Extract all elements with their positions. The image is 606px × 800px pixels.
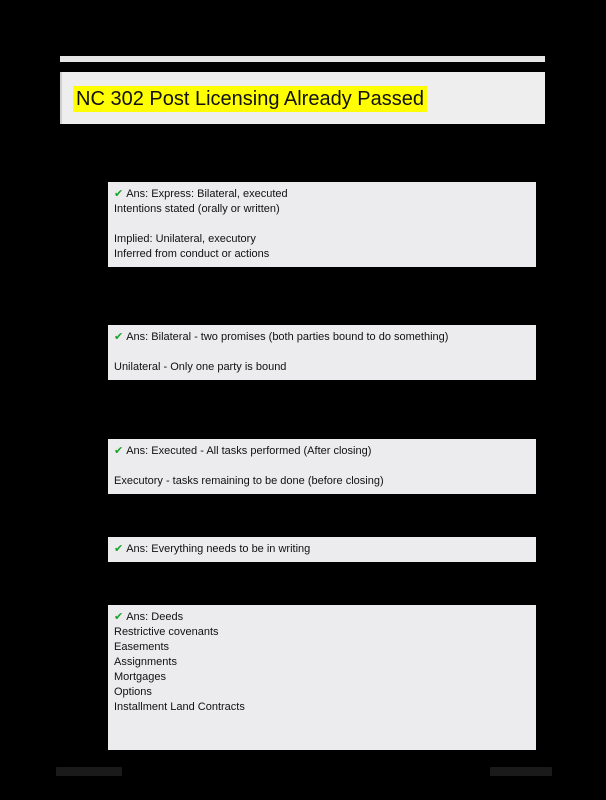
- answer-line: Implied: Unilateral, executory: [114, 233, 256, 245]
- title-box: [60, 72, 545, 124]
- answer-box-3: [108, 439, 536, 494]
- checkmark-icon: ✔: [114, 444, 124, 457]
- answer-line: Installment Land Contracts: [114, 701, 245, 713]
- answer-box-2: [108, 325, 536, 380]
- answer-line: Easements: [114, 641, 170, 653]
- answer-line: [114, 345, 530, 360]
- page-title: NC 302 Post Licensing Already Passed: [73, 86, 427, 112]
- answer-line: Unilateral - Only one party is bound: [114, 361, 287, 373]
- checkmark-icon: ✔: [114, 187, 124, 200]
- answer-line: ✔ Ans: Express: Bilateral, executed: [114, 187, 288, 200]
- answer-line: ✔ Ans: Deeds: [114, 610, 184, 623]
- answer-line: Assignments: [114, 656, 177, 668]
- answer-line: ✔ Ans: Bilateral - two promises (both parties bound to do something): [114, 330, 449, 343]
- checkmark-icon: ✔: [114, 542, 124, 555]
- answer-line: Options: [114, 686, 152, 698]
- answer-line: ✔ Ans: Executed - All tasks performed (After closing): [114, 444, 372, 457]
- checkmark-icon: ✔: [114, 610, 124, 623]
- answer-box-5: [108, 605, 536, 750]
- answer-line: [114, 217, 530, 232]
- answer-line: Inferred from conduct or actions: [114, 248, 270, 260]
- top-divider: [60, 56, 545, 62]
- answer-line: ✔ Ans: Everything needs to be in writing: [114, 542, 311, 555]
- answer-line: [114, 459, 530, 474]
- answer-line: Executory - tasks remaining to be done (before closing): [114, 475, 384, 487]
- answer-line: Intentions stated (orally or written): [114, 203, 280, 215]
- answer-box-1: [108, 182, 536, 267]
- answer-line: Mortgages: [114, 671, 166, 683]
- answer-box-4: [108, 537, 536, 562]
- footer-left-redacted: [56, 767, 122, 776]
- checkmark-icon: ✔: [114, 330, 124, 343]
- answer-line: Restrictive covenants: [114, 626, 219, 638]
- footer-right-redacted: [490, 767, 552, 776]
